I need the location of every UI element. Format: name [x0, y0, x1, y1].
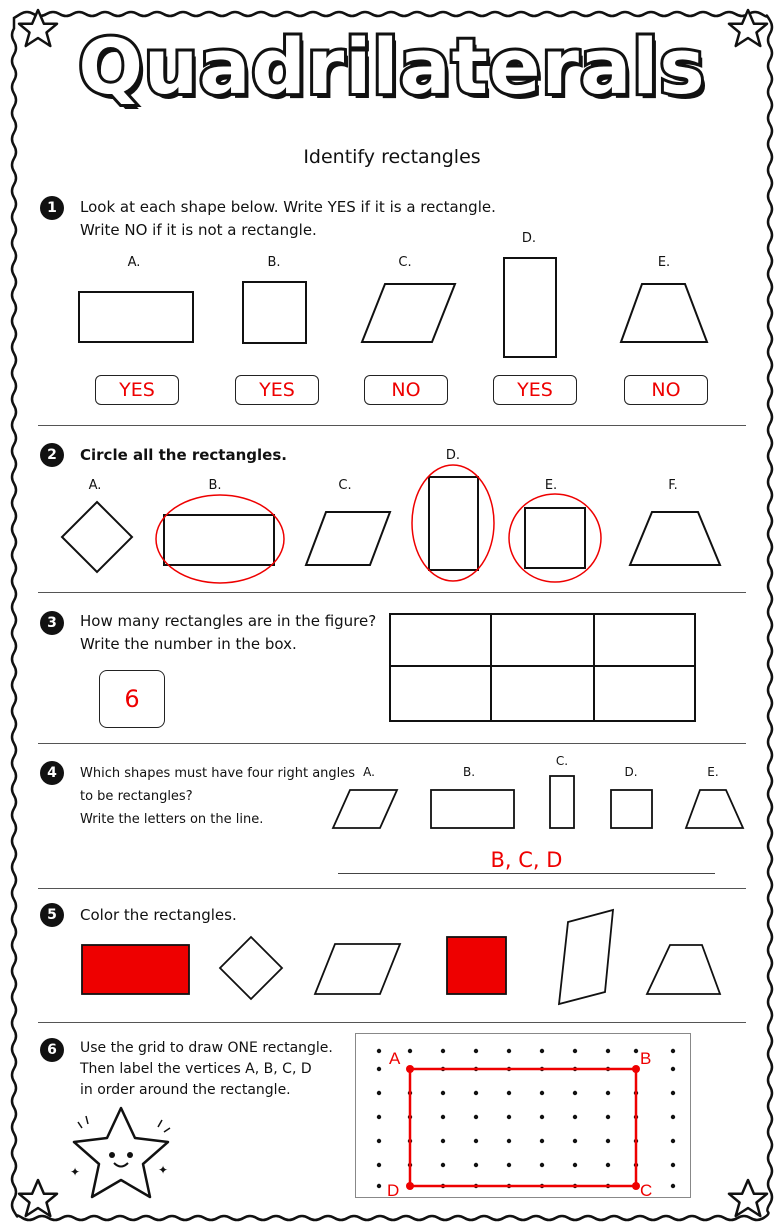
svg-text:✦: ✦	[70, 1165, 81, 1179]
grid-dot[interactable]	[507, 1049, 511, 1053]
q4-shape-a-parallelogram	[333, 790, 397, 828]
q1-label-c: C.	[398, 255, 412, 270]
grid-dot[interactable]	[573, 1163, 577, 1167]
q5-shape-quadrilateral	[559, 910, 613, 1004]
question-number-2: 2	[40, 443, 64, 467]
q1-label-b: B.	[267, 255, 281, 270]
question-number-6: 6	[40, 1038, 64, 1062]
q6-drawn-rectangle	[410, 1069, 636, 1186]
q2-label-b: B.	[208, 478, 222, 493]
q1-answer-d[interactable]: YES	[493, 375, 577, 405]
q6-line2: Then label the vertices A, B, C, D	[80, 1061, 312, 1077]
grid-dot[interactable]	[671, 1067, 675, 1071]
q2-shape-f-trapezoid	[630, 512, 720, 565]
q4-label-c: C.	[555, 754, 569, 768]
q4-label-b: B.	[462, 765, 476, 779]
q5-shape-parallelogram	[315, 944, 400, 994]
q5-shape-rhombus	[220, 937, 282, 999]
q1-line1: Look at each shape below. Write YES if it is a rectangle.	[80, 198, 496, 216]
grid-dot[interactable]	[540, 1049, 544, 1053]
grid-dot[interactable]	[474, 1115, 478, 1119]
grid-dot[interactable]	[441, 1091, 445, 1095]
q4-line1: Which shapes must have four right angles	[80, 766, 356, 781]
q5-shape-rectangle-colored[interactable]	[82, 945, 189, 994]
grid-dot[interactable]	[507, 1115, 511, 1119]
q3-answer-box[interactable]: 6	[99, 670, 165, 728]
q2-circle-d[interactable]	[412, 465, 494, 581]
q4-shape-c-rectangle	[550, 776, 574, 828]
q1-answer-c[interactable]: NO	[364, 375, 448, 405]
q1-label-e: E.	[657, 255, 671, 270]
q2-label-f: F.	[668, 478, 678, 493]
q2-label-d: D.	[445, 448, 461, 463]
q4-shape-b-rectangle	[431, 790, 514, 828]
grid-dot[interactable]	[377, 1139, 381, 1143]
grid-dot[interactable]	[377, 1115, 381, 1119]
question-number-4: 4	[40, 761, 64, 785]
star-icon	[19, 1180, 57, 1216]
divider	[38, 743, 746, 744]
q4-label-e: E.	[707, 765, 719, 779]
grid-dot[interactable]	[377, 1067, 381, 1071]
grid-dot[interactable]	[606, 1091, 610, 1095]
divider	[38, 1022, 746, 1023]
grid-dot[interactable]	[408, 1049, 412, 1053]
grid-dot[interactable]	[540, 1163, 544, 1167]
question-number-5: 5	[40, 903, 64, 927]
grid-dot[interactable]	[540, 1115, 544, 1119]
grid-dot[interactable]	[507, 1163, 511, 1167]
grid-dot[interactable]	[377, 1091, 381, 1095]
q1-shape-e-trapezoid	[621, 284, 707, 342]
q4-label-a: A.	[363, 765, 375, 779]
q2-shape-a-rhombus	[62, 502, 132, 572]
q3-line2: Write the number in the box.	[80, 635, 297, 653]
q1-label-d: D.	[521, 231, 537, 246]
q2-shape-c-parallelogram	[306, 512, 390, 565]
q2-shape-e-square	[525, 508, 585, 568]
q6-line3: in order around the rectangle.	[80, 1082, 291, 1098]
grid-dot[interactable]	[377, 1184, 381, 1188]
question-2-text: Circle all the rectangles.	[80, 446, 287, 464]
q1-answer-b[interactable]: YES	[235, 375, 319, 405]
q2-label-a: A.	[88, 478, 102, 493]
q3-grid-figure	[0, 610, 784, 730]
grid-dot[interactable]	[377, 1163, 381, 1167]
q2-shape-b-rectangle	[164, 515, 274, 565]
grid-dot[interactable]	[573, 1139, 577, 1143]
page-title: Quadrilaterals	[78, 22, 706, 111]
q1-shape-b-square	[243, 282, 306, 343]
grid-dot[interactable]	[540, 1139, 544, 1143]
q1-answer-a[interactable]: YES	[95, 375, 179, 405]
q5-shapes	[0, 900, 784, 1010]
grid-dot[interactable]	[671, 1184, 675, 1188]
q2-shape-d-rectangle	[429, 477, 478, 570]
question-number-1: 1	[40, 196, 64, 220]
grid-dot[interactable]	[441, 1139, 445, 1143]
q4-answer[interactable]: B, C, D	[490, 848, 563, 872]
grid-dot[interactable]	[573, 1115, 577, 1119]
divider	[38, 592, 746, 593]
grid-dot[interactable]	[474, 1139, 478, 1143]
q5-shape-square-colored[interactable]	[447, 937, 506, 994]
q1-shapes	[0, 250, 784, 370]
grid-dot[interactable]	[573, 1049, 577, 1053]
q4-line3: Write the letters on the line.	[80, 812, 264, 827]
grid-dot[interactable]	[671, 1091, 675, 1095]
divider	[38, 425, 746, 426]
vertex-label-a: A	[389, 1049, 401, 1068]
grid-dot[interactable]	[474, 1091, 478, 1095]
divider	[38, 888, 746, 889]
grid-dot[interactable]	[606, 1049, 610, 1053]
q1-shape-a-rectangle	[79, 292, 193, 342]
question-number-3: 3	[40, 611, 64, 635]
q1-shape-c-parallelogram	[362, 284, 455, 342]
question-5-text: Color the rectangles.	[80, 906, 237, 924]
q2-label-c: C.	[338, 478, 352, 493]
grid-dot[interactable]	[573, 1091, 577, 1095]
grid-dot[interactable]	[441, 1049, 445, 1053]
q2-circle-b[interactable]	[156, 495, 284, 583]
q5-shape-trapezoid	[647, 945, 720, 994]
q1-answer-e[interactable]: NO	[624, 375, 708, 405]
q1-line2: Write NO if it is not a rectangle.	[80, 221, 317, 239]
grid-dot[interactable]	[507, 1091, 511, 1095]
vertex-label-d: D	[387, 1181, 400, 1200]
grid-dot[interactable]	[671, 1049, 675, 1053]
grid-dot[interactable]	[634, 1049, 638, 1053]
grid-dot[interactable]	[474, 1049, 478, 1053]
question-1-text	[80, 196, 496, 242]
q4-shapes	[0, 770, 784, 830]
page-subtitle: Identify rectangles	[303, 146, 481, 168]
star-icon	[729, 1180, 767, 1216]
grid-dot[interactable]	[540, 1091, 544, 1095]
grid-dot[interactable]	[441, 1115, 445, 1119]
vertex-label-b: B	[640, 1049, 652, 1068]
q6-dot-grid[interactable]	[355, 1033, 695, 1199]
q1-label-a: A.	[127, 255, 141, 270]
grid-dot[interactable]	[606, 1163, 610, 1167]
grid-dot[interactable]	[507, 1139, 511, 1143]
q4-answer-line	[338, 873, 715, 874]
q3-line1: How many rectangles are in the figure?	[80, 612, 377, 630]
q2-label-e: E.	[544, 478, 558, 493]
grid-dot[interactable]	[474, 1163, 478, 1167]
q4-label-d: D.	[624, 765, 638, 779]
q6-line1: Use the grid to draw ONE rectangle.	[80, 1040, 333, 1056]
grid-dot[interactable]	[606, 1139, 610, 1143]
star-mascot-icon	[66, 1100, 186, 1210]
grid-dot[interactable]	[377, 1049, 381, 1053]
vertex-label-c: C	[640, 1181, 653, 1200]
q4-shape-d-square	[611, 790, 652, 828]
grid-dot[interactable]	[671, 1163, 675, 1167]
q4-line2: to be rectangles?	[80, 789, 193, 804]
q1-shape-d-rectangle	[504, 258, 556, 357]
q4-shape-e-trapezoid	[686, 790, 743, 828]
grid-dot[interactable]	[671, 1139, 675, 1143]
q2-shapes	[0, 470, 784, 590]
svg-text:✦: ✦	[158, 1163, 169, 1177]
question-6-text	[80, 1038, 333, 1101]
grid-dot[interactable]	[441, 1163, 445, 1167]
grid-dot[interactable]	[671, 1115, 675, 1119]
grid-dot[interactable]	[606, 1115, 610, 1119]
